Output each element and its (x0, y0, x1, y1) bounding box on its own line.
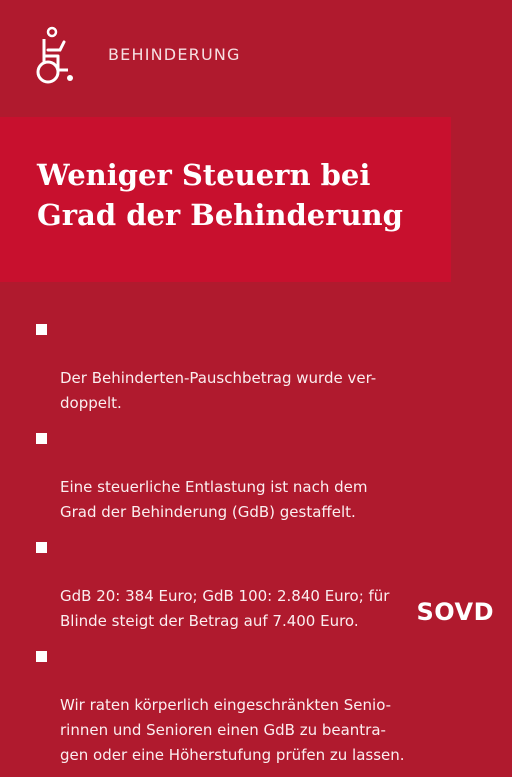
bullet-square-icon (36, 542, 47, 553)
bullet-square-icon (36, 324, 47, 335)
list-item (36, 316, 466, 416)
bullet-list (36, 316, 466, 777)
list-item (36, 425, 466, 525)
headline: Weniger Steuern bei Grad der Behinderung (37, 158, 403, 232)
list-item (36, 534, 466, 634)
header (30, 26, 241, 88)
sovd-logo: SOVD (416, 598, 494, 626)
wheelchair-icon (30, 26, 78, 88)
bullet-square-icon (36, 433, 47, 444)
list-item-text: GdB 20: 384 Euro; GdB 100: 2.840 Euro; für Blinde steigt der Betrag auf 7.400 Euro. (60, 587, 390, 630)
category-label: BEHINDERUNG (108, 44, 241, 64)
headline-banner (0, 117, 451, 282)
list-item-text: Eine steuerliche Entlastung ist nach dem Grad der Behinderung (GdB) gestaffelt. (60, 478, 368, 521)
list-item-text: Der Behinderten-Pauschbetrag wurde ver- doppelt. (60, 369, 377, 412)
list-item (36, 643, 466, 768)
bullet-square-icon (36, 651, 47, 662)
list-item-text: Wir raten körperlich eingeschränkten Senio- rinnen und Senioren einen GdB zu beantra- gen oder eine Höherstufung prüfen zu lassen. (60, 696, 405, 764)
